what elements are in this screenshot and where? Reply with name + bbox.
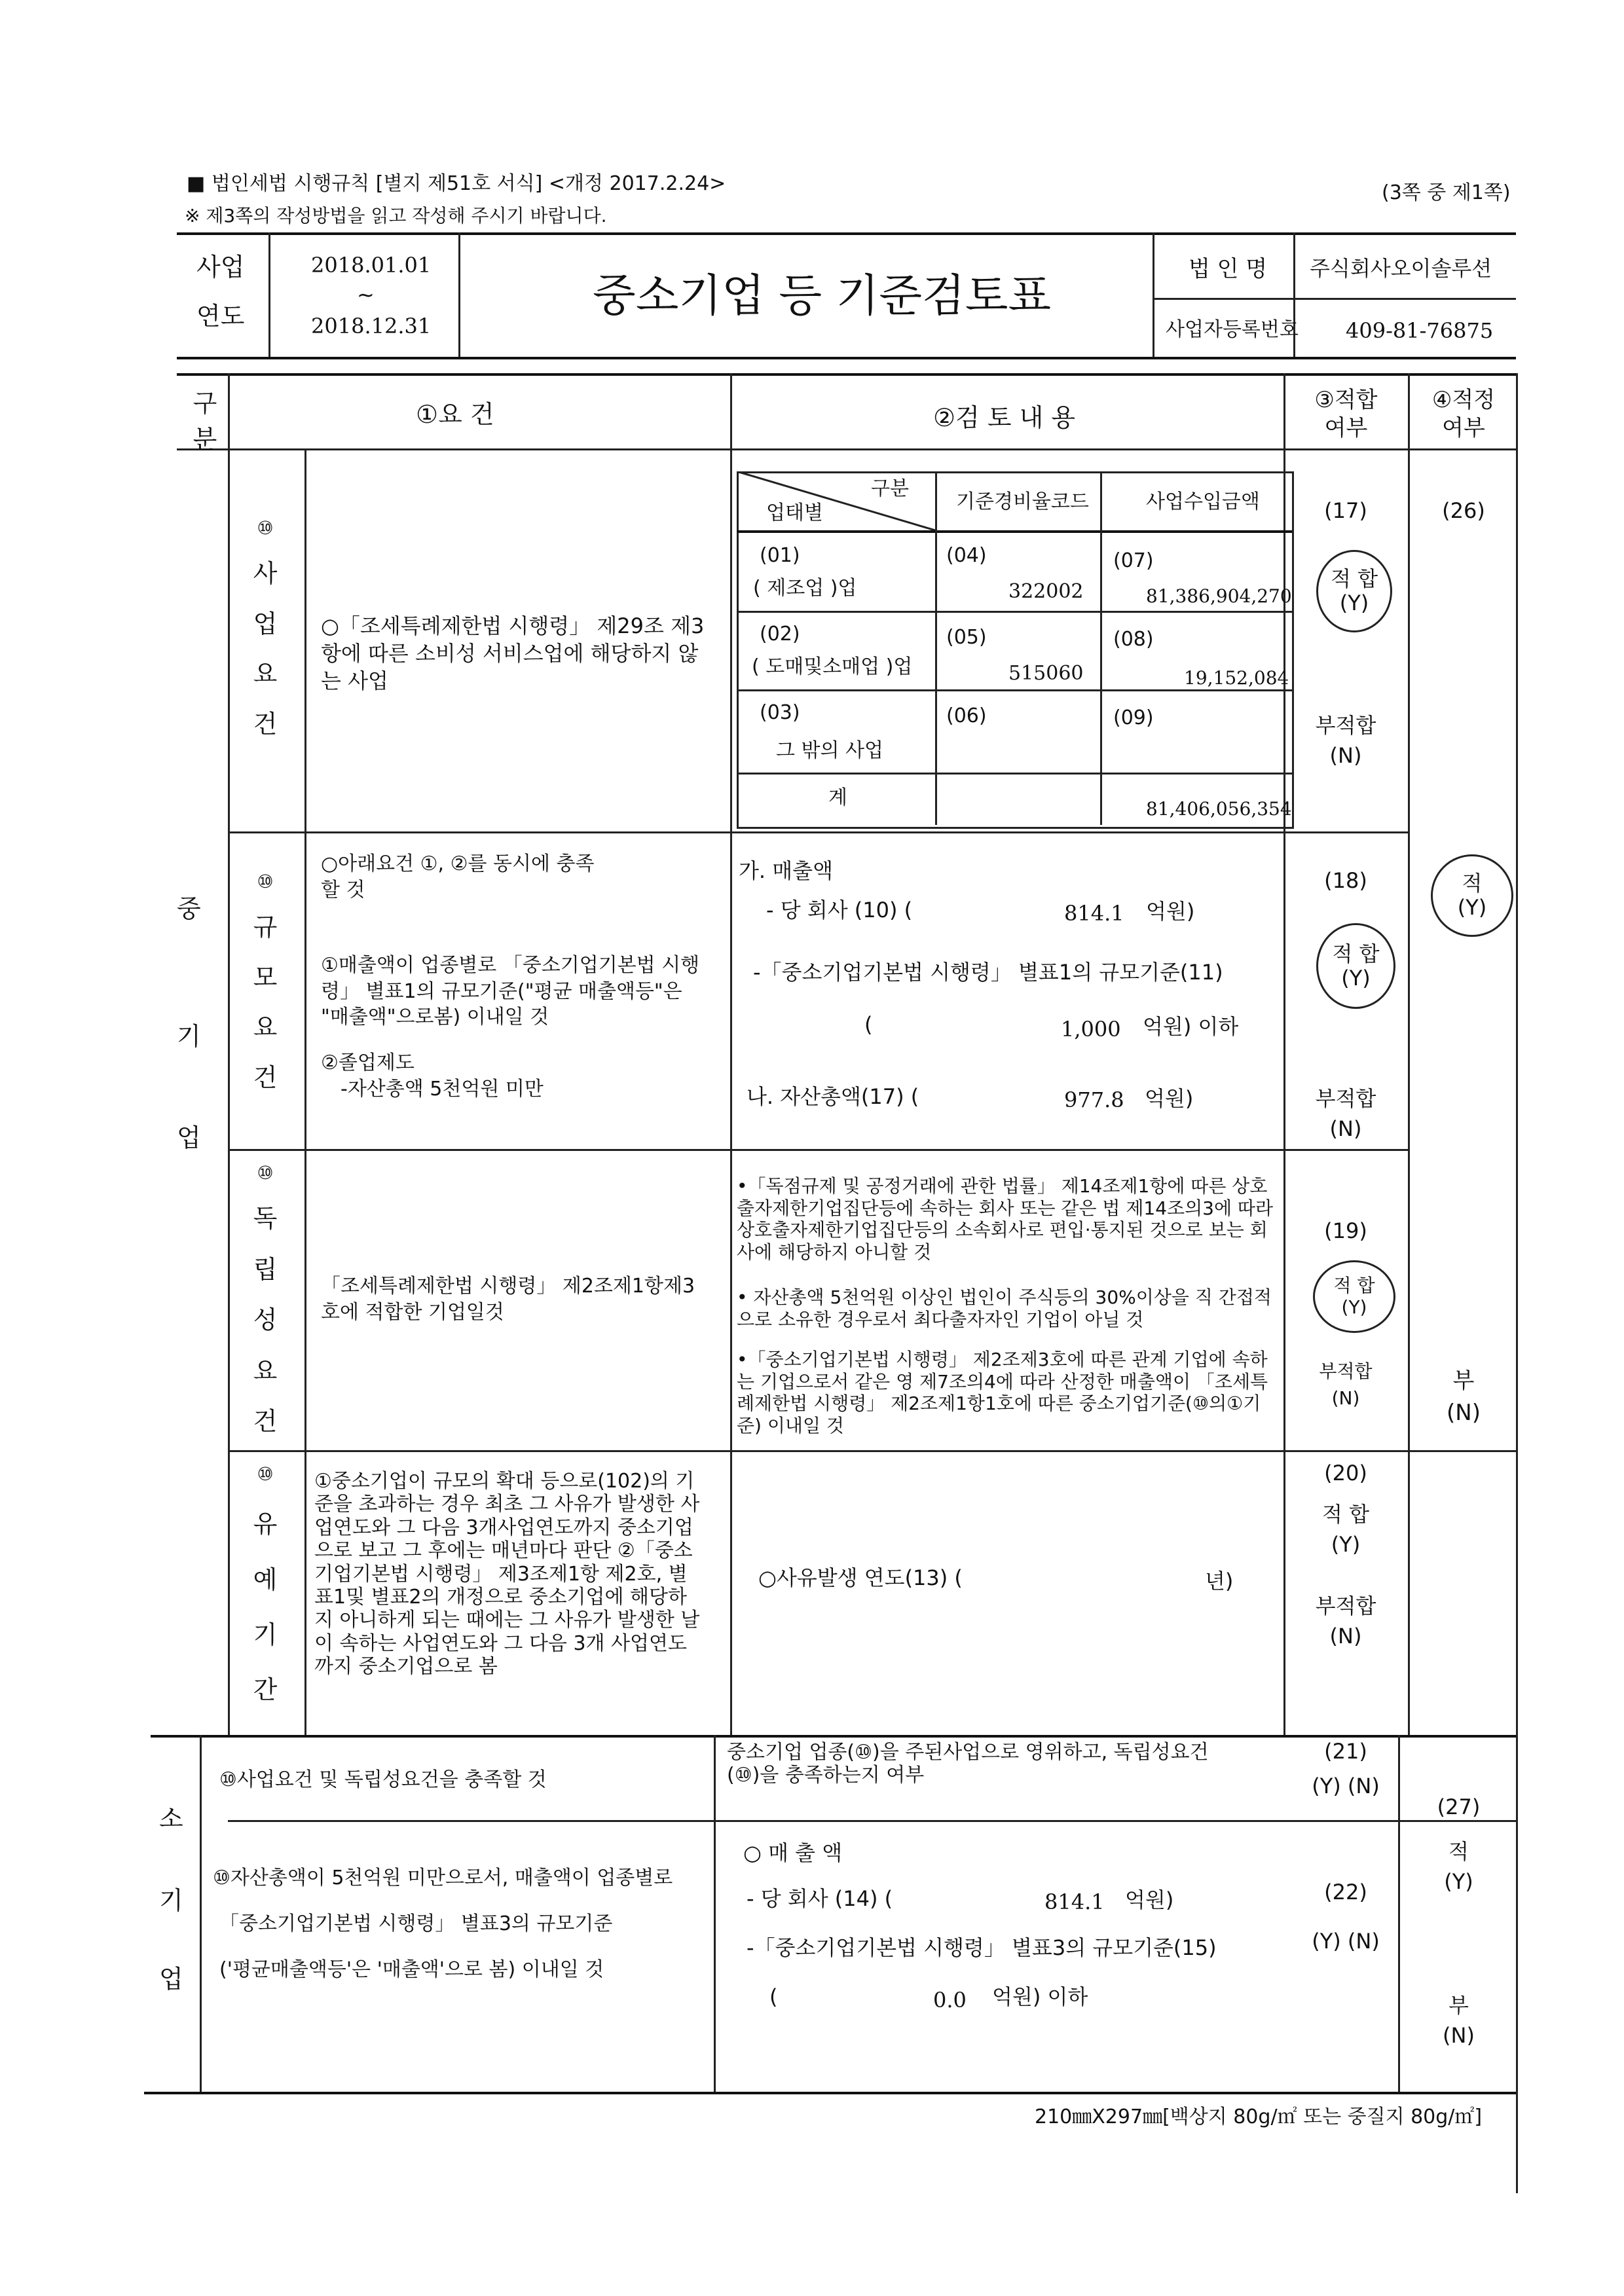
row104-fit: 적 합 (Y) bbox=[1322, 1502, 1369, 1558]
inner-header-line bbox=[737, 530, 1292, 533]
side-label-jung: 중 bbox=[177, 894, 201, 923]
row102-company-sales-unit: 억원) bbox=[1146, 899, 1195, 924]
inner-row1-line bbox=[737, 611, 1292, 613]
inner-r3-code-no: (06) bbox=[946, 704, 987, 727]
row106-standard-unit: 억원) 이하 bbox=[992, 1984, 1088, 2009]
section-divider bbox=[151, 1735, 1516, 1738]
inner-r1-code-no: (04) bbox=[946, 544, 987, 567]
row101-fit-circle: 적 합 (Y) bbox=[1316, 550, 1392, 632]
row106-company-unit: 억원) bbox=[1125, 1887, 1174, 1912]
row105-review: 중소기업 업종(⑩)을 주된사업으로 영위하고, 독립성요건(⑩)을 충족하는지 여부 bbox=[727, 1741, 1209, 1787]
side-label-gi2: 기 bbox=[159, 1886, 183, 1915]
inner-total-label: 계 bbox=[828, 786, 847, 809]
inner-corner-bottom: 업태별 bbox=[766, 501, 823, 524]
row102-assets-unit: 억원) bbox=[1145, 1086, 1194, 1111]
inner-header-code: 기준경비율코드 bbox=[956, 490, 1089, 513]
inner-r2-amount: 19,152,084 bbox=[1184, 667, 1289, 689]
row106-req-3: ('평균매출액등'은 '매출액'으로 봄) 이내일 것 bbox=[219, 1958, 604, 1981]
col-header-gubun: 구 분 bbox=[193, 389, 217, 454]
row106-col4-no: (27) bbox=[1437, 1795, 1481, 1819]
row106-yn: (Y) (N) bbox=[1312, 1929, 1380, 1954]
inner-corner-top: 구분 bbox=[871, 477, 909, 500]
year-col-line bbox=[268, 232, 270, 357]
row102-no: (18) bbox=[1324, 868, 1367, 893]
row101-unfit: 부적합 (N) bbox=[1315, 713, 1376, 769]
inner-row2-line bbox=[737, 689, 1292, 691]
row103-col4-no: 부 (N) bbox=[1447, 1368, 1481, 1427]
inner-row3-line bbox=[737, 773, 1292, 774]
row101-requirement: ○「조세특례제한법 시행령」 제29조 제3항에 따른 소비성 서비스업에 해당하지 않는 사업 bbox=[321, 613, 705, 694]
date-col-line bbox=[458, 232, 460, 357]
biz-no-label: 사업자등록번호 bbox=[1166, 318, 1299, 341]
row102-req2: ①매출액이 업종별로 「중소기업기본법 시행령」 별표1의 규모기준("평균 매출액등"은 "매출액"으로봄) 이내일 것 bbox=[321, 954, 700, 1029]
inner-r2-no: (02) bbox=[760, 623, 800, 646]
side-label-gi: 기 bbox=[177, 1022, 201, 1051]
form-reference: ■ 법인세법 시행규칙 [별지 제51호 서식] <개정 2017.2.24> bbox=[187, 172, 726, 195]
row104-review-unit: 년) bbox=[1205, 1569, 1234, 1594]
row106-col4-unfit: 부 (N) bbox=[1443, 1993, 1475, 2049]
inner-col2 bbox=[1100, 471, 1102, 825]
inner-col1 bbox=[935, 471, 937, 825]
corp-col-line bbox=[1153, 232, 1154, 357]
row102-req1: ○아래요건 ①, ②를 동시에 충족할 것 bbox=[321, 852, 595, 902]
inner-r3-no: (03) bbox=[760, 701, 800, 724]
fit-col-line bbox=[1408, 373, 1410, 1735]
lower-req-line bbox=[714, 1735, 716, 2092]
row104-requirement: ①중소기업이 규모의 확대 등으로(102)의 기준을 초과하는 경우 최초 그 사유가 발생한 사업연도와 그 다음 3개사업연도까지 중소기업으로 보고 그 후에는 매년마다 판단 ②「중소기업기본법 시행령」 제3조제1항 제2호, 별표1및 별표2의 개정으로 중소기업에 해당하지 아니하게 되는 때에는 그 사유가 발생한 날이 속하는 사업연도와 그 다음 3개 사업연도까지 중소기업으로 봄 bbox=[314, 1470, 700, 1679]
date-separator: ~ bbox=[357, 282, 375, 307]
inner-r1-amount: 81,386,904,270 bbox=[1146, 585, 1292, 607]
gubun-col-line bbox=[228, 373, 230, 1735]
row102-req3: ②졸업제도 bbox=[321, 1051, 415, 1074]
inner-r1-no: (01) bbox=[760, 544, 800, 567]
col-header-fit3: ③적합 여부 bbox=[1314, 387, 1378, 441]
row104-no: (20) bbox=[1324, 1461, 1367, 1485]
inner-r2-code-no: (05) bbox=[946, 626, 987, 649]
row102-standard-label: -「중소기업기본법 시행령」 별표1의 규모기준(11) bbox=[753, 960, 1223, 985]
instruction-note: ※ 제3쪽의 작성방법을 읽고 작성해 주시기 바랍니다. bbox=[185, 205, 607, 227]
date-end: 2018.12.31 bbox=[311, 314, 432, 338]
row106-standard-label: -「중소기업기본법 시행령」 별표3의 규모기준(15) bbox=[747, 1935, 1217, 1960]
col-header-review: ②검 토 내 용 bbox=[933, 403, 1076, 432]
row102-company-sales-value: 814.1 bbox=[1064, 901, 1124, 926]
row102-label: ⑩ 규 모 요 건 bbox=[253, 871, 278, 1092]
row102-req4: -자산총액 5천억원 미만 bbox=[341, 1078, 544, 1101]
date-start: 2018.01.01 bbox=[311, 253, 432, 278]
row101-bottom bbox=[228, 831, 1408, 833]
side-label-eop2: 업 bbox=[159, 1965, 183, 1994]
row102-sales-heading: 가. 매출액 bbox=[739, 858, 833, 883]
inner-r3-amt-no: (09) bbox=[1113, 706, 1154, 729]
row106-no: (22) bbox=[1324, 1880, 1367, 1904]
year-label-1: 사업 bbox=[196, 253, 245, 282]
corp-divider bbox=[1153, 298, 1516, 300]
row102-fit-circle: 적 합 (Y) bbox=[1316, 923, 1395, 1009]
row103-review-3: •「중소기업기본법 시행령」 제2조제3호에 따른 관계 기업에 속하는 기업으로서 같은 영 제7조의4에 따라 산정한 매출액이 「조세특례제한법 시행령」 제2조제1항1호에 따른 중소기업기준(⑩의①기준) 이내일 것 bbox=[737, 1349, 1268, 1436]
row103-review-1: •「독점규제 및 공정거래에 관한 법률」 제14조제1항에 따른 상호출자제한기업집단등에 속하는 회사 또는 같은 법 제14조의3에 따라 상호출자제한기업집단등의 소속회사로 편입·통지된 것으로 보는 회사에 해당하지 아니할 것 bbox=[737, 1175, 1273, 1263]
title-bottom-border bbox=[177, 357, 1516, 359]
label-col-line bbox=[304, 448, 306, 1735]
inner-r1-type: ( 제조업 )업 bbox=[753, 577, 857, 600]
row103-requirement: 「조세특례제한법 시행령」 제2조제1항제3호에 적합한 기업일것 bbox=[321, 1275, 695, 1324]
row105-yn: (Y) (N) bbox=[1312, 1774, 1380, 1798]
col4-fit-circle: 적 (Y) bbox=[1431, 854, 1513, 937]
row105-no: (21) bbox=[1324, 1739, 1367, 1764]
row102-assets-label: 나. 자산총액(17) ( bbox=[747, 1084, 919, 1109]
side-label-so: 소 bbox=[159, 1804, 183, 1833]
paper-spec: 210㎜X297㎜[백상지 80g/㎡ 또는 중질지 80g/㎡] bbox=[1035, 2105, 1483, 2128]
header-bottom-line bbox=[177, 448, 1516, 450]
lower-gubun-line bbox=[200, 1735, 202, 2092]
top-border bbox=[177, 232, 1516, 235]
inner-header-amount: 사업수입금액 bbox=[1146, 490, 1260, 513]
row103-fit-circle: 적 합 (Y) bbox=[1313, 1260, 1395, 1333]
row103-no: (19) bbox=[1324, 1218, 1367, 1243]
year-label-2: 연도 bbox=[196, 302, 245, 331]
inner-total-amount: 81,406,056,354 bbox=[1146, 798, 1292, 820]
lower-fit-line bbox=[1398, 1735, 1400, 2092]
row104-label: ⑩ 유 예 기 간 bbox=[253, 1463, 278, 1704]
row105-requirement: ⑩사업요건 및 독립성요건을 충족할 것 bbox=[219, 1768, 547, 1791]
form-title: 중소기업 등 기준검토표 bbox=[593, 270, 1052, 322]
row102-unfit: 부적합 (N) bbox=[1315, 1086, 1376, 1142]
page-number: (3쪽 중 제1쪽) bbox=[1382, 181, 1511, 204]
inner-r2-amt-no: (08) bbox=[1113, 628, 1154, 651]
row106-company-value: 814.1 bbox=[1044, 1889, 1105, 1914]
row105-bottom bbox=[228, 1820, 1516, 1822]
right-border bbox=[1516, 373, 1518, 2193]
inner-r1-code: 322002 bbox=[1008, 580, 1084, 603]
row103-review-2: • 자산총액 5천억원 이상인 법인이 주식등의 30%이상을 직 간접적으로 소유한 경우로서 최다출자자인 기업이 아닐 것 bbox=[737, 1286, 1272, 1330]
row106-sales-heading: ○ 매 출 액 bbox=[743, 1840, 843, 1865]
inner-r1-amt-no: (07) bbox=[1113, 549, 1154, 572]
row102-assets-value: 977.8 bbox=[1064, 1087, 1124, 1112]
row106-standard-value: 0.0 bbox=[933, 1988, 967, 2013]
row101-no: (17) bbox=[1324, 498, 1367, 523]
row103-unfit: 부적합 (N) bbox=[1319, 1360, 1373, 1409]
col-header-fit4: ④적정 여부 bbox=[1431, 387, 1496, 441]
row104-review-label: ○사유발생 연도(13) ( bbox=[758, 1565, 963, 1590]
row102-company-sales-label: - 당 회사 (10) ( bbox=[766, 898, 913, 922]
row103-bottom bbox=[228, 1450, 1516, 1452]
row106-standard-open: ( bbox=[769, 1984, 778, 2009]
row103-label: ⑩ 독 립 성 요 건 bbox=[253, 1162, 278, 1436]
corp-name-label: 법 인 명 bbox=[1189, 256, 1268, 282]
row106-company-label: - 당 회사 (14) ( bbox=[747, 1886, 893, 1911]
row101-col4-no: (26) bbox=[1442, 498, 1485, 523]
col-header-requirement: ①요 건 bbox=[416, 400, 494, 429]
inner-r2-code: 515060 bbox=[1008, 662, 1084, 685]
req-col-line bbox=[730, 373, 732, 1735]
inner-r2-type: ( 도매및소매업 )업 bbox=[752, 655, 913, 678]
side-label-eop: 업 bbox=[177, 1123, 201, 1152]
biz-no: 409-81-76875 bbox=[1346, 318, 1494, 343]
inner-r3-type: 그 밖의 사업 bbox=[776, 739, 883, 762]
row102-standard-unit: 억원) 이하 bbox=[1143, 1014, 1239, 1039]
row104-unfit: 부적합 (N) bbox=[1315, 1594, 1376, 1649]
corp-name: 주식회사오이솔루션 bbox=[1310, 256, 1492, 281]
row102-standard-value: 1,000 bbox=[1061, 1017, 1121, 1042]
row106-col4-fit: 적 (Y) bbox=[1444, 1839, 1473, 1895]
row102-standard-open: ( bbox=[864, 1012, 873, 1037]
row101-label: ⑩ 사 업 요 건 bbox=[253, 517, 278, 738]
table-bottom-border bbox=[144, 2092, 1516, 2094]
row106-req-2: 「중소기업기본법 시행령」 별표3의 규모기준 bbox=[219, 1912, 613, 1935]
table-top-border bbox=[177, 373, 1516, 376]
row102-bottom bbox=[228, 1149, 1408, 1151]
row106-req-1: ⑩자산총액이 5천억원 미만으로서, 매출액이 업종별로 bbox=[213, 1867, 673, 1889]
